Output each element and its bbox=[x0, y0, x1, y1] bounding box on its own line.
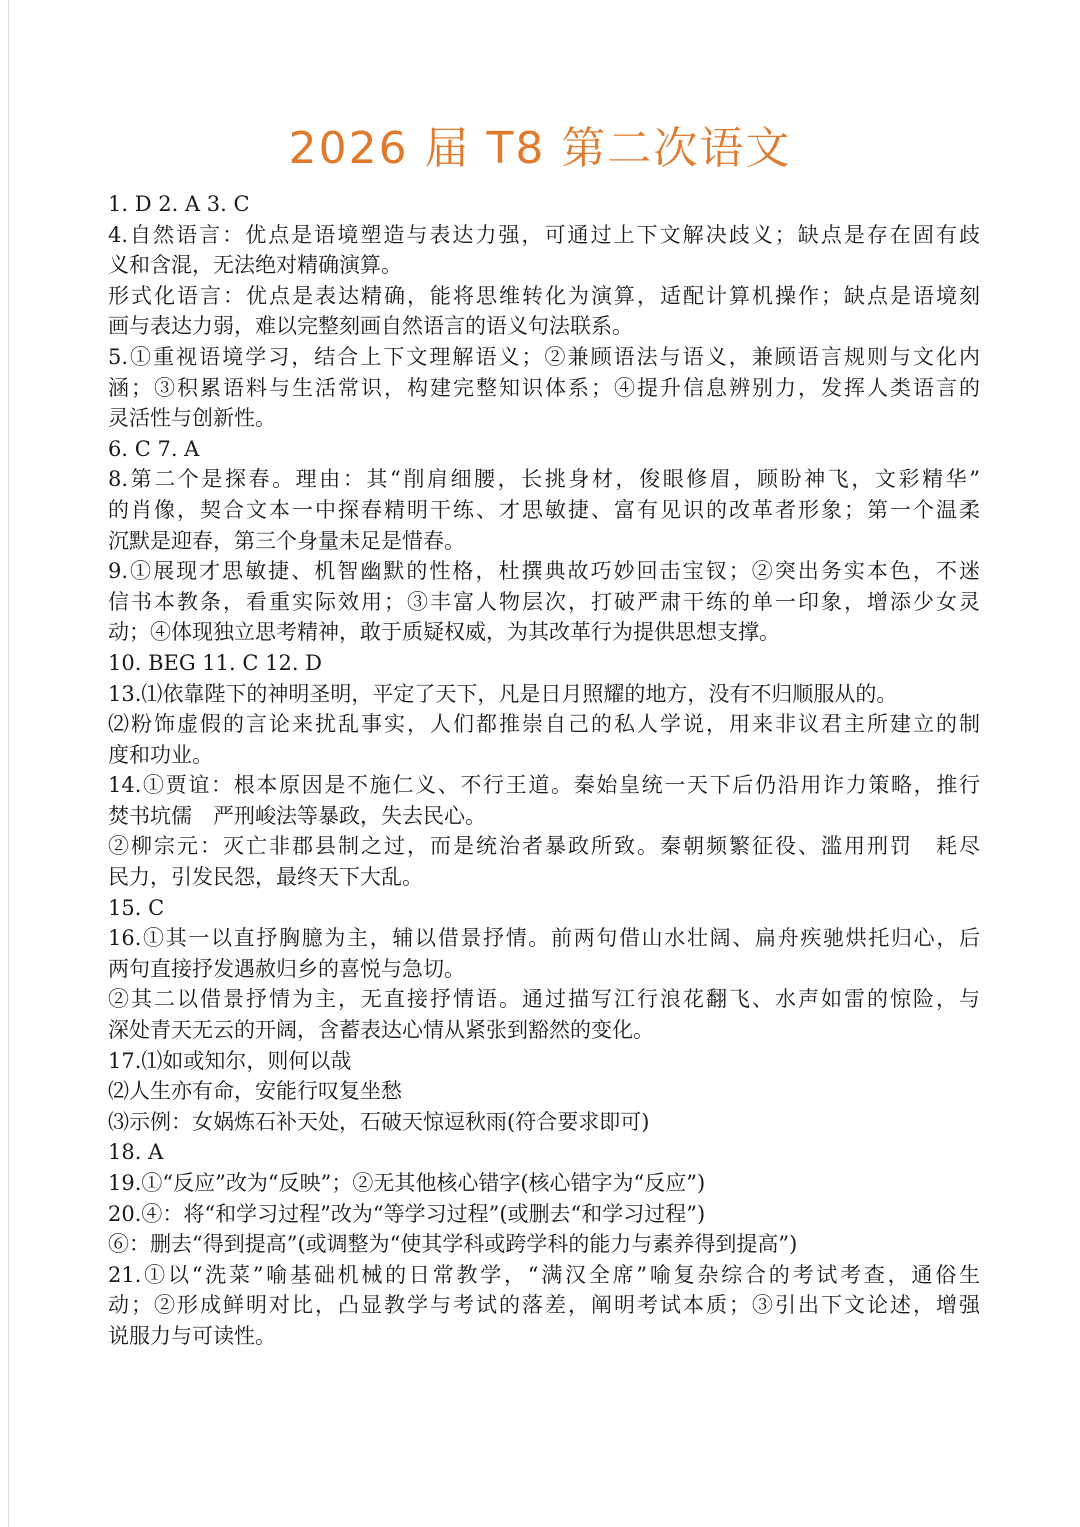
answer-line: 两句直接抒发遇赦归乡的喜悦与急切。 bbox=[108, 956, 465, 981]
answer-line: 5.①重视语境学习，结合上下文理解语义；②兼顾语法与语义，兼顾语言规则与文化内 bbox=[108, 344, 980, 369]
answer-line: 动；②形成鲜明对比，凸显教学与考试的落差，阐明考试本质；③引出下文论述，增强 bbox=[108, 1293, 980, 1318]
answer-line: 沉默是迎春，第三个身量未足是惜春。 bbox=[108, 528, 465, 553]
answer-line: 9.①展现才思敏捷、机智幽默的性格，杜撰典故巧妙回击宝钗；②突出务实本色，不迷 bbox=[108, 559, 980, 584]
answer-line: ②柳宗元：灭亡非郡县制之过，而是统治者暴政所致。秦朝频繁征役、滥用刑罚 耗尽 bbox=[108, 834, 980, 859]
answer-line: 涵；③积累语料与生活常识，构建完整知识体系；④提升信息辨别力，发挥人类语言的 bbox=[108, 375, 980, 400]
answer-line: 13.⑴依靠陛下的神明圣明，平定了天下，凡是日月照耀的地方，没有不归顺服从的。 bbox=[108, 681, 898, 706]
answer-line: 1. D 2. A 3. C bbox=[108, 192, 250, 216]
page-title: 2026 届 T8 第二次语文 bbox=[288, 123, 792, 174]
answer-line: ⑥：删去“得到提高”(或调整为“使其学科或跨学科的能力与素养得到提高”) bbox=[108, 1232, 798, 1257]
answer-line: 10. BEG 11. C 12. D bbox=[108, 650, 323, 675]
answer-line: 灵活性与创新性。 bbox=[108, 406, 276, 431]
answer-line: ⑵粉饰虚假的言论来扰乱事实，人们都推崇自己的私人学说，用来非议君主所建立的制 bbox=[108, 712, 980, 737]
answer-line: 21.①以“洗菜”喻基础机械的日常教学，“满汉全席”喻复杂综合的考试考查，通俗生 bbox=[108, 1262, 980, 1287]
answer-line: 18. A bbox=[108, 1140, 164, 1165]
answer-line: 16.①其一以直抒胸臆为主，辅以借景抒情。前两句借山水壮阔、扁舟疾驰烘托归心，后 bbox=[108, 926, 980, 951]
answer-line: 6. C 7. A bbox=[108, 436, 200, 461]
answer-line: 画与表达力弱，难以完整刻画自然语言的语义句法联系。 bbox=[108, 314, 633, 339]
answer-line: 19.①“反应”改为“反映”；②无其他核心错字(核心错字为“反应”) bbox=[108, 1171, 706, 1195]
answer-line: 焚书坑儒 严刑峻法等暴政，失去民心。 bbox=[108, 803, 486, 828]
answer-line: 动；④体现独立思考精神，敢于质疑权威，为其改革行为提供思想支撑。 bbox=[108, 620, 780, 645]
answer-line: ⑶示例：女娲炼石补天处，石破天惊逗秋雨(符合要求即可) bbox=[108, 1109, 650, 1134]
answer-line: 度和功业。 bbox=[108, 742, 213, 767]
answer-line: 8.第二个是探春。理由：其“削肩细腰，长挑身材，俊眼修眉，顾盼神飞，文彩精华” bbox=[108, 467, 980, 492]
answer-line: 的肖像，契合文本一中探春精明干练、才思敏捷、富有见识的改革者形象；第一个温柔 bbox=[108, 497, 980, 522]
answer-line: ⑵人生亦有命，安能行叹复坐愁 bbox=[108, 1079, 402, 1104]
answer-line: 形式化语言：优点是表达精确，能将思维转化为演算，适配计算机操作；缺点是语境刻 bbox=[108, 283, 980, 308]
answer-line: 20.④：将“和学习过程”改为“等学习过程”(或删去“和学习过程”) bbox=[108, 1201, 706, 1226]
answer-key-body bbox=[108, 189, 980, 1352]
answer-line: 说服力与可读性。 bbox=[108, 1323, 276, 1348]
answer-line: 14.①贾谊：根本原因是不施仁义、不行王道。秦始皇统一天下后仍沿用诈力策略，推行 bbox=[108, 773, 980, 798]
answer-line: 信书本教条，看重实际效用；③丰富人物层次，打破严肃干练的单一印象，增添少女灵 bbox=[108, 589, 980, 614]
answer-line: 15. C bbox=[108, 895, 165, 920]
answer-line: 义和含混，无法绝对精确演算。 bbox=[108, 253, 402, 278]
answer-line: ②其二以借景抒情为主，无直接抒情语。通过描写江行浪花翻飞、水声如雷的惊险，与 bbox=[108, 987, 980, 1012]
answer-line: 17.⑴如或知尔，则何以哉 bbox=[108, 1048, 352, 1073]
answer-line: 民力，引发民怨，最终天下大乱。 bbox=[108, 865, 423, 890]
answer-line: 深处青天无云的开阔，含蓄表达心情从紧张到豁然的变化。 bbox=[108, 1018, 654, 1043]
answer-line: 4.自然语言：优点是语境塑造与表达力强，可通过上下文解决歧义；缺点是存在固有歧 bbox=[108, 222, 980, 247]
page-left-edge bbox=[8, 0, 9, 1527]
